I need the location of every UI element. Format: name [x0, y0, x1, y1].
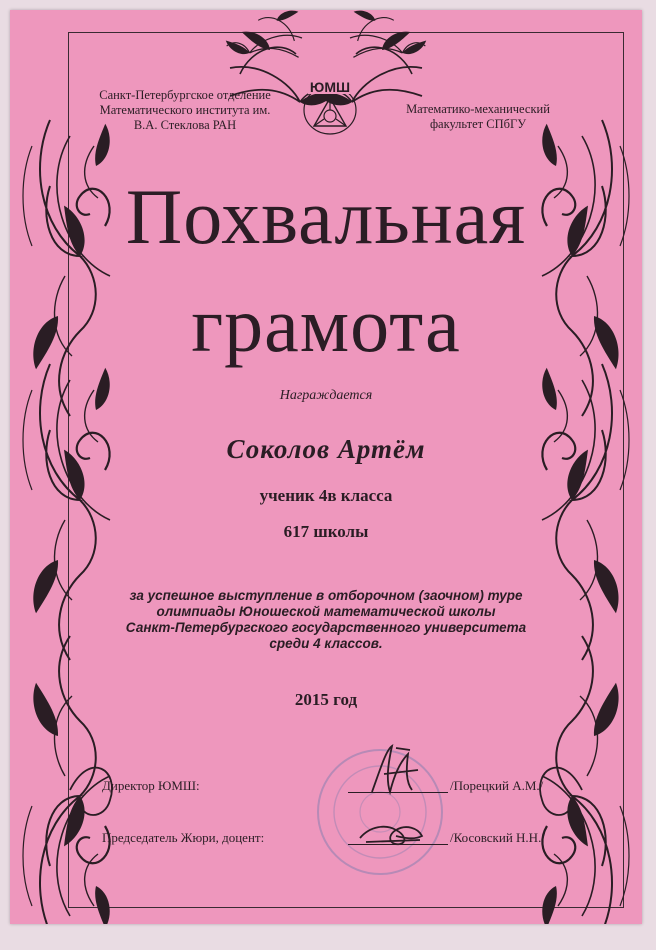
school-number: 617 школы	[283, 522, 369, 541]
title-line-2: грамота	[191, 281, 461, 368]
org-left-line: Санкт-Петербургское отделение	[99, 88, 271, 102]
organizer-right	[388, 102, 568, 132]
chair-signature	[356, 818, 426, 855]
org-right-line: Математико-механический	[406, 102, 550, 116]
org-left-line: Математического института им.	[99, 103, 271, 117]
organizer-left	[90, 88, 280, 133]
chair-label: Председатель Жюри, доцент:	[102, 830, 265, 845]
reason-line: Санкт-Петербургского государственного университета	[125, 620, 527, 635]
award-year: 2015 год	[294, 690, 358, 709]
yumsh-logo	[294, 76, 366, 136]
org-right-line: факультет СПбГУ	[429, 117, 527, 131]
director-signature	[366, 740, 426, 805]
director-label: Директор ЮМШ:	[102, 778, 200, 793]
logo-text: ЮМШ	[309, 79, 351, 95]
org-left-line: В.А. Стеклова РАН	[133, 118, 237, 132]
reason-line: олимпиады Юношеской математической школы	[156, 604, 496, 619]
director-name: /Порецкий А.М./	[450, 778, 544, 793]
awarded-label: Награждается	[279, 388, 373, 403]
reason-line: среди 4 классов.	[269, 636, 383, 651]
reason-line: за успешное выступление в отборочном (заочном) туре	[129, 588, 523, 603]
title-line-1: Похвальная	[125, 173, 527, 260]
recipient-name: Соколов Артём	[226, 434, 426, 464]
certificate-sheet	[10, 10, 642, 924]
pupil-class: ученик 4в класса	[259, 486, 393, 505]
chair-name: /Косовский Н.Н./	[450, 830, 545, 845]
award-reason	[90, 588, 562, 652]
